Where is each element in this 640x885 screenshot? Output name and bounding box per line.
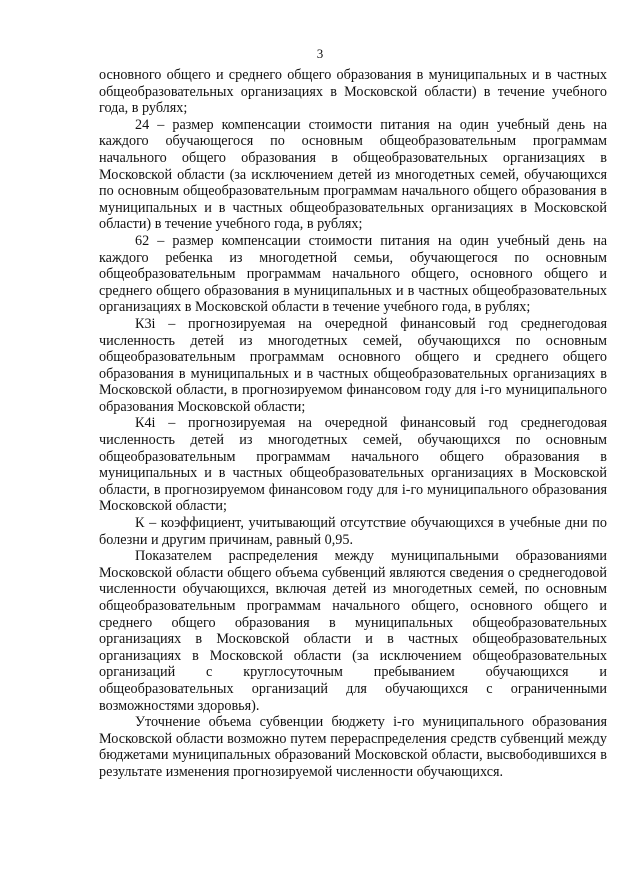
paragraph-distribution-indicator: Показателем распределения между муниципальными образованиями Московской области общего объема субвенций являются сведения о среднегодовой численности обучающихся, включая детей из многодетных семей, по основным общеобразовательным программам начального общего, основного общего и среднего общего образования в муниципальных общеобразовательных организациях в Московской области и в частных общеобразовательных организациях в Московской области (за исключением общеобразовательных организаций с круглосуточным пребыванием обучающихся и общеобразовательных организаций для обучающихся с ограниченными возможностями здоровья).	[99, 548, 607, 714]
paragraph-definition-k3i: К3i – прогнозируемая на очередной финансовый год среднегодовая численность детей из многодетных семей, обучающихся по основным общеобразовательным программам основного общего и среднего общего образования в муниципальных и в частных общеобразовательных организациях в Московской области, в прогнозируемом финансовом году для i-го муниципального образования Московской области;	[99, 315, 607, 415]
paragraph-definition-62: 62 – размер компенсации стоимости питания на один учебный день на каждого ребенка из многодетной семьи, обучающегося по основным общеобразовательным программам начального общего, основного общего и среднего общего образования в муниципальных и в частных общеобразовательных организациях в Московской области в течение учебного года, в рублях;	[99, 232, 607, 316]
paragraph-subvention-adjustment: Уточнение объема субвенции бюджету i-го муниципального образования Московской области возможно путем перераспределения средств субвенций между бюджетами муниципальных образований Московской области, высвободившихся в результате изменения прогнозируемой численности обучающихся.	[99, 714, 607, 780]
paragraph-definition-24: 24 – размер компенсации стоимости питания на один учебный день на каждого обучающегося по основным общеобразовательным программам начального общего образования в общеобразовательных организациях в Московской области (за исключением детей из многодетных семей, обучающихся по основным общеобразовательным программам начального общего образования в муниципальных и в частных общеобразовательных организациях в Московской области) в течение учебного года, в рублях;	[99, 116, 607, 233]
page-number: 3	[316, 46, 324, 61]
paragraph-definition-k4i: К4i – прогнозируемая на очередной финансовый год среднегодовая численность детей из многодетных семей, обучающихся по основным общеобразовательным программам начального общего образования в муниципальных и в частных общеобразовательных организациях в Московской области, в прогнозируемом финансовом году для i-го муниципального образования Московской области;	[99, 415, 607, 515]
document-body	[99, 67, 607, 781]
paragraph-definition-k: К – коэффициент, учитывающий отсутствие обучающихся в учебные дни по болезни и другим причинам, равный 0,95.	[99, 515, 607, 548]
paragraph-continuation: основного общего и среднего общего образования в муниципальных и в частных общеобразовательных организациях в Московской области) в течение учебного года, в рублях;	[99, 67, 607, 117]
